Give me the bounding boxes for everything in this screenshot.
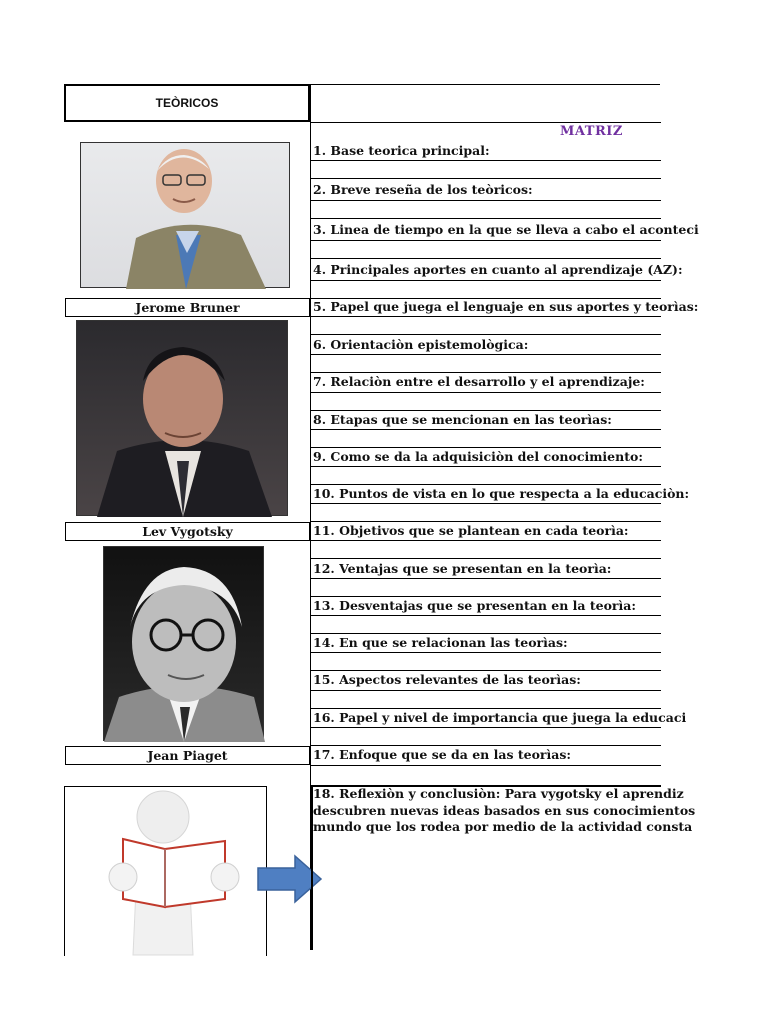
row-divider (311, 429, 661, 430)
header-top-border (310, 84, 660, 85)
question-11: 11. Objetivos que se plantean en cada teorìa: (313, 523, 629, 538)
conclusion-line-2: descubren nuevas ideas basados en sus conocimientos (313, 802, 696, 818)
row-divider (311, 354, 661, 355)
question-17: 17. Enfoque que se da en las teorìas: (313, 747, 572, 762)
portrait-bruner (81, 143, 291, 289)
book-figure-illustration (65, 787, 266, 955)
question-14: 14. En que se relacionan las teorìas: (313, 635, 568, 650)
question-6: 6. Orientaciòn epistemològica: (313, 337, 529, 352)
row-divider (311, 334, 661, 335)
theorists-header-label: TEÒRICOS (155, 96, 219, 110)
row-divider (311, 670, 661, 671)
conclusion-line-3: mundo que los rodea por medio de la actividad consta (313, 819, 693, 834)
question-1: 1. Base teorica principal: (313, 143, 490, 158)
question-10: 10. Puntos de vista en lo que respecta a la educaciòn: (313, 486, 690, 501)
row-divider (311, 540, 661, 541)
row-divider (311, 503, 661, 504)
row-divider (311, 615, 661, 616)
row-divider (311, 484, 661, 485)
figure-reading-book (64, 786, 267, 956)
conclusion-text (313, 786, 696, 836)
portrait-piaget (104, 547, 265, 742)
row-divider (311, 596, 661, 597)
question-15: 15. Aspectos relevantes de las teorìas: (313, 672, 581, 687)
question-3: 3. Linea de tiempo en la que se lleva a cabo el aconteci (313, 222, 699, 237)
theorist-name-vygotsky: Lev Vygotsky (65, 522, 310, 541)
photo-lev-vygotsky (76, 320, 288, 516)
conclusion-line-1: 18. Reflexiòn y conclusiòn: Para vygotsky el aprendiz (313, 786, 684, 801)
question-13: 13. Desventajas que se presentan en la teorìa: (313, 598, 636, 613)
portrait-vygotsky (77, 321, 289, 517)
row-divider (311, 372, 661, 373)
row-divider (311, 652, 661, 653)
row-divider (311, 280, 661, 281)
question-12: 12. Ventajas que se presentan en la teorìa: (313, 561, 612, 576)
row-divider (311, 466, 661, 467)
question-8: 8. Etapas que se mencionan en las teorìas: (313, 412, 612, 427)
row-divider (311, 521, 661, 522)
row-divider (311, 218, 661, 219)
row-divider (311, 392, 661, 393)
row-divider (311, 178, 661, 179)
row-divider (311, 122, 661, 123)
row-divider (311, 578, 661, 579)
theorists-header (64, 84, 310, 122)
theorist-name-piaget: Jean Piaget (65, 746, 310, 765)
photo-jean-piaget (103, 546, 264, 741)
row-divider (311, 316, 661, 317)
question-4: 4. Principales aportes en cuanto al aprendizaje (AZ): (313, 262, 683, 277)
row-divider (311, 160, 661, 161)
question-2: 2. Breve reseña de los teòricos: (313, 182, 533, 197)
question-7: 7. Relaciòn entre el desarrollo y el aprendizaje: (313, 374, 645, 389)
row-divider (311, 410, 661, 411)
row-divider (311, 690, 661, 691)
theorist-name-bruner: Jerome Bruner (65, 298, 310, 317)
row-divider (311, 447, 661, 448)
question-9: 9. Como se da la adquisiciòn del conocimiento: (313, 449, 643, 464)
row-divider (311, 745, 661, 746)
question-16: 16. Papel y nivel de importancia que juega la educaci (313, 710, 687, 725)
row-divider (311, 765, 661, 766)
row-divider (311, 200, 661, 201)
row-divider (311, 258, 661, 259)
matrix-title: MATRIZ (560, 124, 623, 139)
row-divider (311, 708, 661, 709)
question-5: 5. Papel que juega el lenguaje en sus aportes y teorìas: (313, 299, 699, 314)
row-divider (311, 727, 661, 728)
row-divider (311, 240, 661, 241)
row-divider (311, 633, 661, 634)
photo-jerome-bruner (80, 142, 290, 288)
row-divider (311, 558, 661, 559)
